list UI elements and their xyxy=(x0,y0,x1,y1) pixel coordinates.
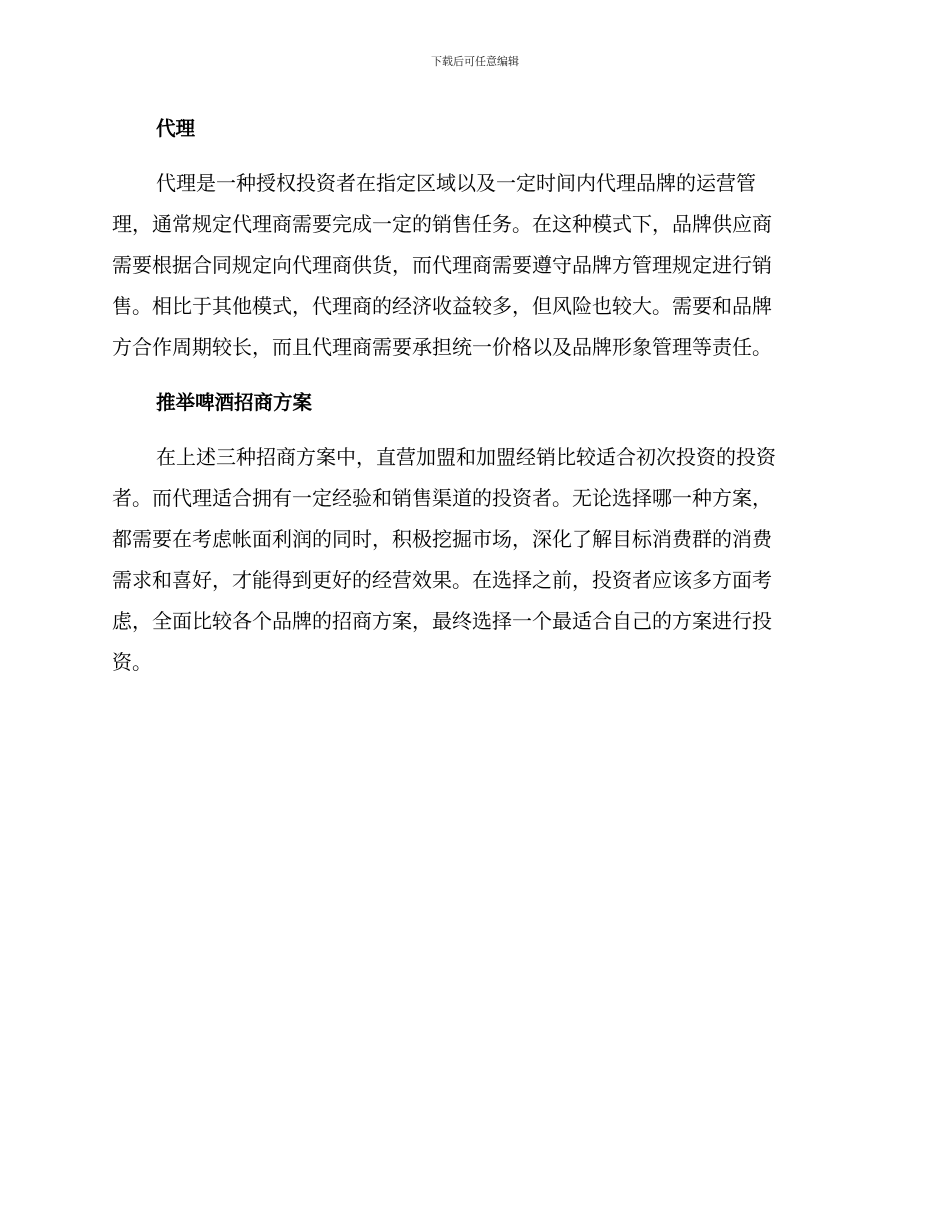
paragraph-agency xyxy=(112,163,830,368)
page-header-note: 下载后可任意编辑 xyxy=(431,55,519,68)
section-heading-recommendation: 推举啤酒招商方案 xyxy=(156,391,313,414)
paragraph-line: 者。而代理适合拥有一定经验和销售渠道的投资者。无论选择哪一种方案， xyxy=(112,486,772,510)
paragraph-line: 在上述三种招商方案中，直营加盟和加盟经销比较适合初次投资的投资 xyxy=(156,445,776,469)
paragraph-line: 理，通常规定代理商需要完成一定的销售任务。在这种模式下，品牌供应商 xyxy=(112,212,772,236)
paragraph-line: 需要根据合同规定向代理商供货，而代理商需要遵守品牌方管理规定进行销 xyxy=(112,253,772,277)
paragraph-line: 虑，全面比较各个品牌的招商方案，最终选择一个最适合自己的方案进行投 xyxy=(112,609,772,633)
paragraph-line: 需求和喜好，才能得到更好的经营效果。在选择之前，投资者应该多方面考 xyxy=(112,568,772,592)
section-heading-agency: 代理 xyxy=(156,117,196,140)
paragraph-line: 都需要在考虑帐面利润的同时，积极挖掘市场，深化了解目标消费群的消费 xyxy=(112,527,772,551)
document-body xyxy=(112,108,830,683)
paragraph-line: 方合作周期较长，而且代理商需要承担统一价格以及品牌形象管理等责任。 xyxy=(112,335,772,359)
paragraph-line: 售。相比于其他模式，代理商的经济收益较多，但风险也较大。需要和品牌 xyxy=(112,294,772,318)
paragraph-line: 代理是一种授权投资者在指定区域以及一定时间内代理品牌的运营管 xyxy=(156,171,756,195)
paragraph-recommendation xyxy=(112,437,830,683)
paragraph-line: 资。 xyxy=(112,650,152,674)
